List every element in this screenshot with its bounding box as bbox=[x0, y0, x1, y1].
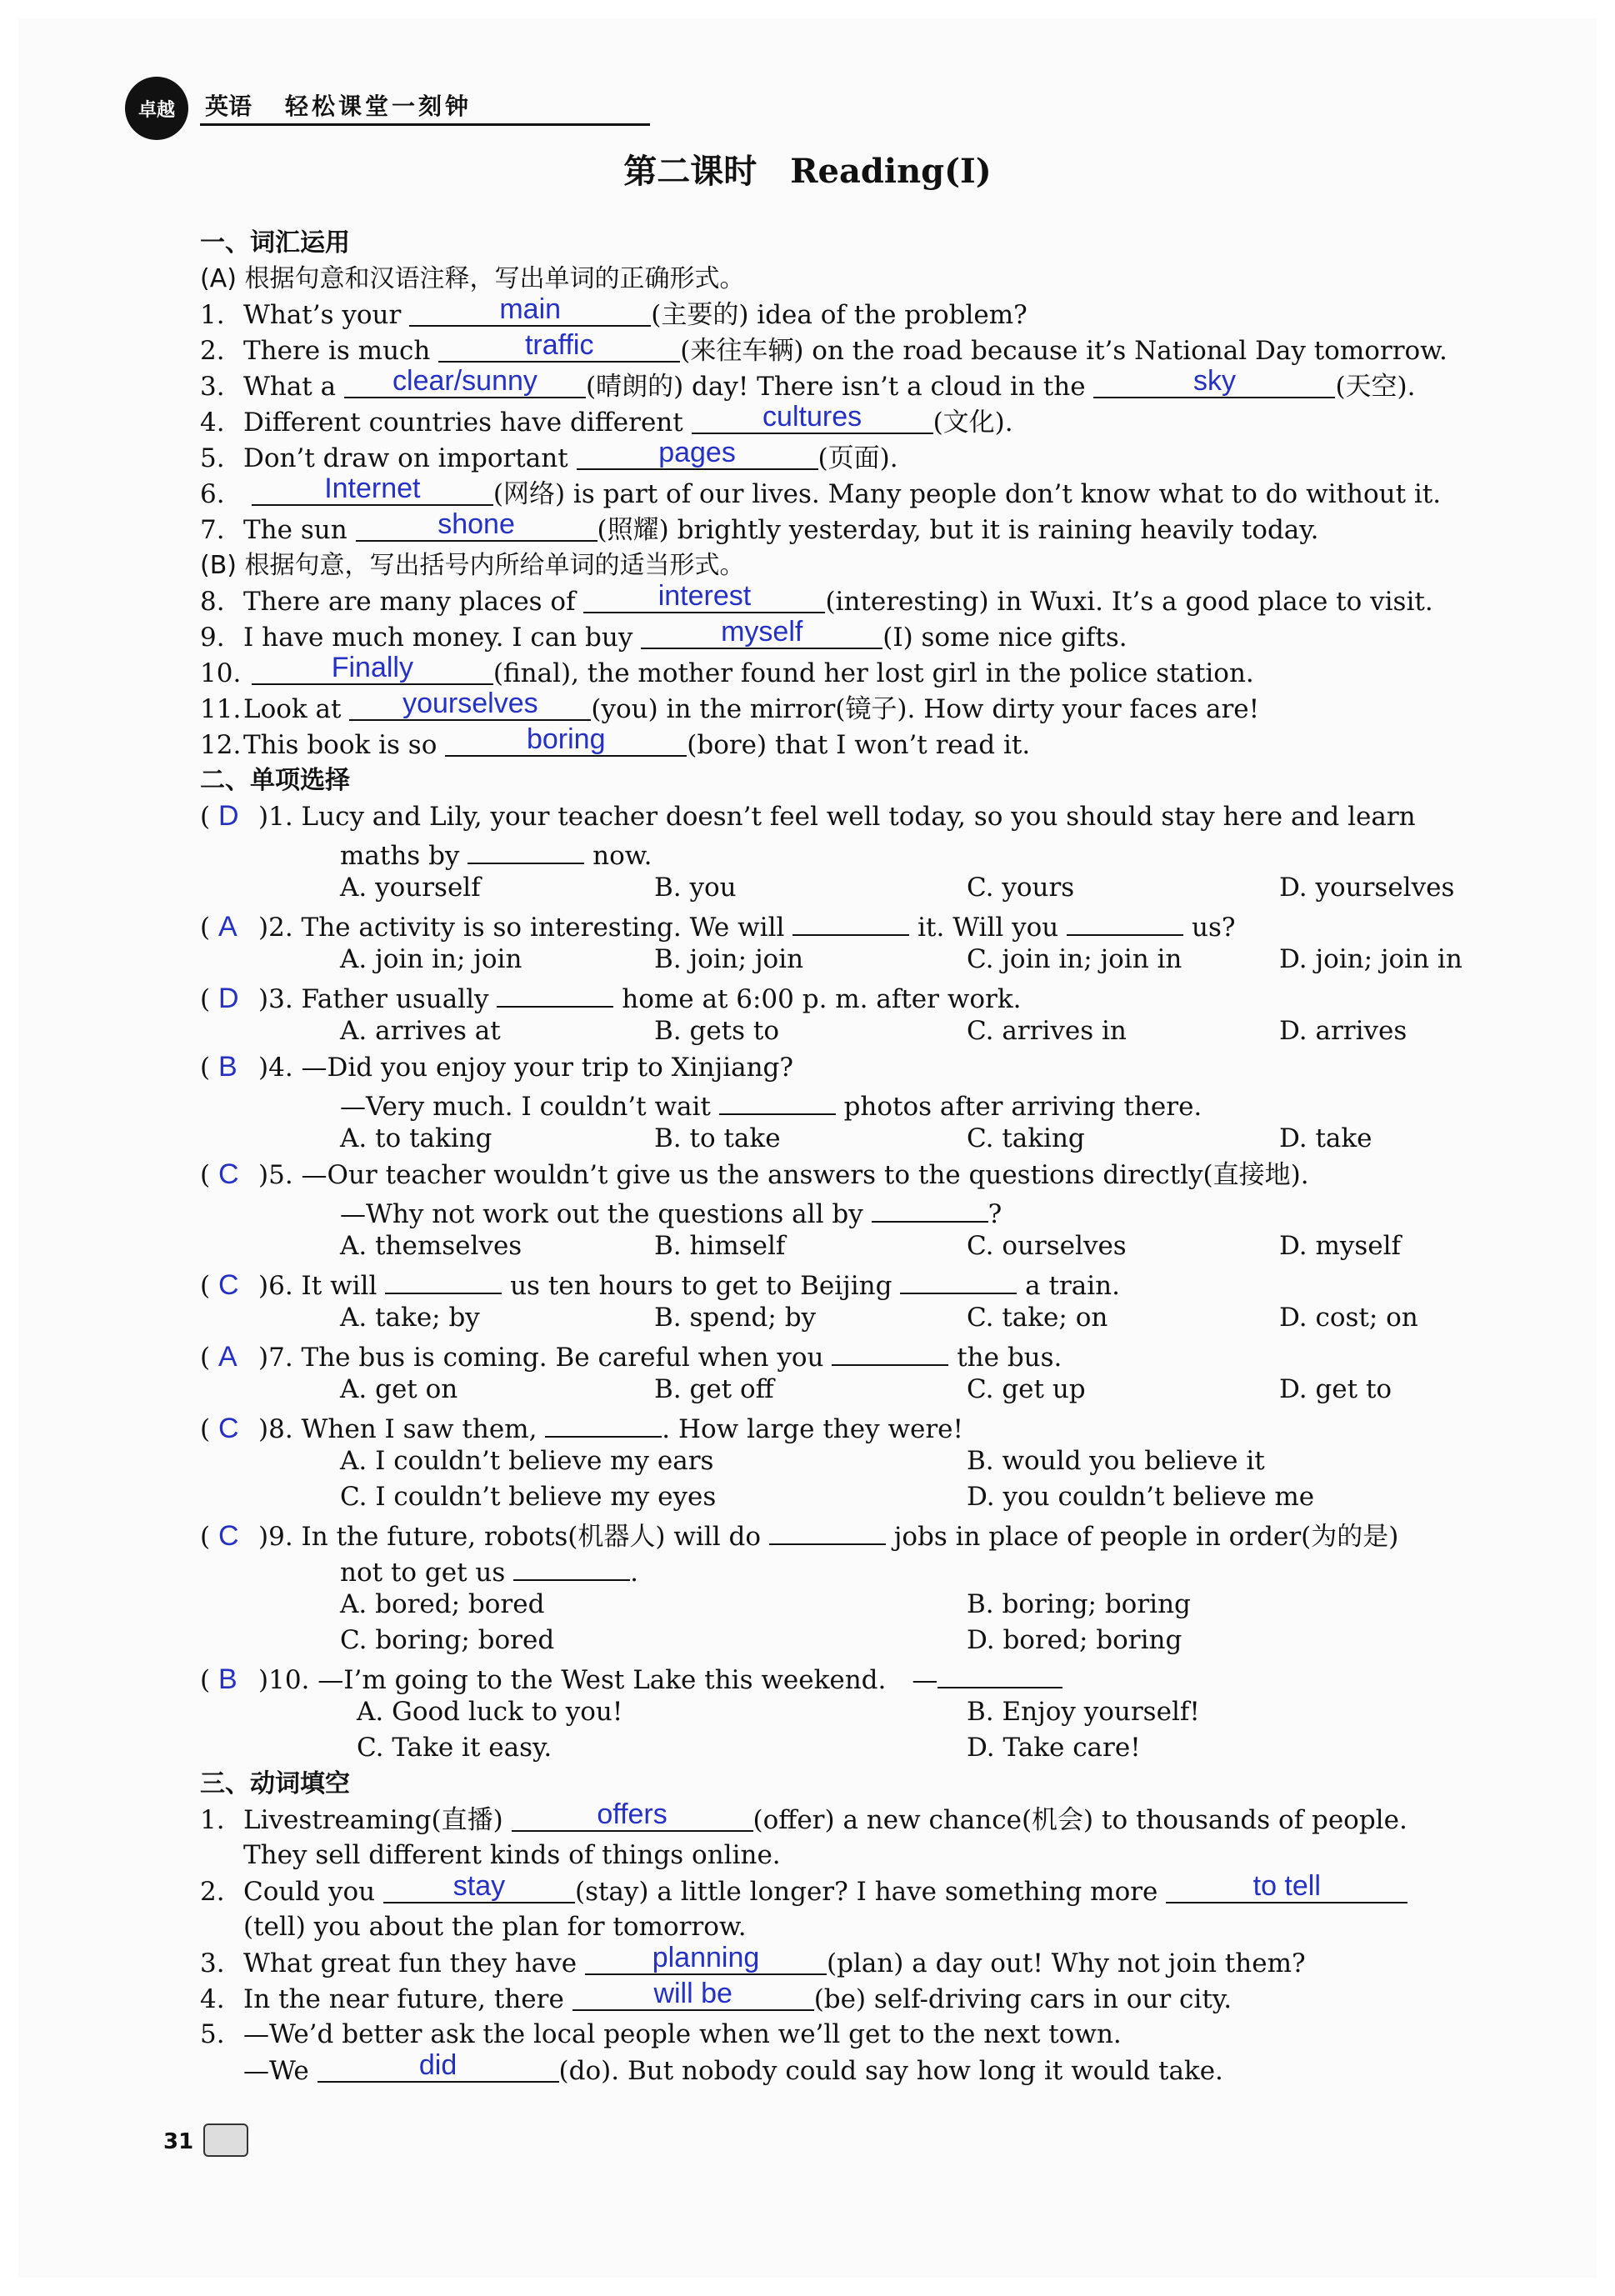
answer-blank[interactable]: offers bbox=[512, 1802, 753, 1832]
option[interactable]: C. join in; join in bbox=[967, 944, 1182, 974]
option[interactable]: B. would you believe it bbox=[967, 1446, 1265, 1476]
verb-question: 2. Could you stay (stay) a little longer? I have something more to tell bbox=[200, 1873, 1500, 1909]
lesson-title: 第二课时 Reading(Ⅰ) bbox=[623, 152, 992, 191]
mc-options bbox=[200, 870, 1500, 906]
answer-blank[interactable]: yourselves bbox=[349, 691, 591, 721]
mc-options bbox=[200, 1228, 1500, 1264]
vocab-question: 4. Different countries have different cultures (文化). bbox=[200, 401, 1013, 438]
vocab-question: 10. Finally (final), the mother found her lost girl in the police station. bbox=[200, 652, 1254, 688]
mc-answer[interactable]: A bbox=[218, 911, 238, 943]
option[interactable]: B. himself bbox=[654, 1231, 786, 1261]
mc-answer[interactable]: C bbox=[218, 1413, 239, 1444]
option[interactable]: D. Take care! bbox=[967, 1733, 1141, 1763]
answer-blank[interactable]: Finally bbox=[252, 655, 493, 685]
option[interactable]: A. to taking bbox=[340, 1123, 492, 1153]
vocab-question: 2. There is much traffic (来往车辆) on the road because it’s National Day tomorrow. bbox=[200, 329, 1448, 366]
vocab-question: 9. I have much money. I can buy myself (I) some nice gifts. bbox=[200, 616, 1128, 653]
option[interactable]: B. you bbox=[654, 873, 737, 903]
vocab-question: 1. What’s your main (主要的) idea of the problem? bbox=[200, 293, 1028, 330]
answer-blank[interactable]: shone bbox=[356, 512, 598, 542]
vocab-question: 8. There are many places of interest (interesting) in Wuxi. It’s a good place to visit. bbox=[200, 580, 1433, 617]
option[interactable]: C. boring; bored bbox=[340, 1625, 555, 1655]
section-heading: 二、单项选择 bbox=[200, 766, 350, 795]
answer-blank[interactable]: Internet bbox=[252, 476, 493, 506]
answer-blank[interactable]: planning bbox=[585, 1945, 827, 1975]
option[interactable]: A. I couldn’t believe my ears bbox=[340, 1446, 714, 1476]
section-heading: 一、词汇运用 bbox=[200, 228, 350, 258]
header-divider bbox=[200, 123, 650, 126]
mc-options bbox=[200, 1300, 1500, 1336]
verb-question: 4. In the near future, there will be (be) self-driving cars in our city. bbox=[200, 1978, 1232, 2014]
mc-question-cont: not to get us . bbox=[200, 1551, 1500, 1587]
mc-answer[interactable]: B bbox=[218, 1051, 238, 1083]
answer-blank[interactable]: boring bbox=[445, 727, 687, 757]
answer-blank[interactable]: interest bbox=[583, 583, 825, 613]
option[interactable]: C. I couldn’t believe my eyes bbox=[340, 1482, 717, 1512]
mc-question: ( A )7. The bus is coming. Be careful when you the bus. bbox=[200, 1336, 1500, 1372]
mc-options bbox=[200, 942, 1500, 978]
vocab-question: 7. The sun shone (照耀) brightly yesterday, but it is raining heavily today. bbox=[200, 508, 1319, 545]
option[interactable]: D. bored; boring bbox=[967, 1625, 1182, 1655]
answer-blank[interactable]: will be bbox=[572, 1981, 814, 2011]
option[interactable]: D. take bbox=[1279, 1123, 1372, 1153]
mc-question-cont: —Very much. I couldn’t wait photos after arriving there. bbox=[200, 1085, 1500, 1121]
book-icon bbox=[203, 2123, 248, 2157]
option[interactable]: A. take; by bbox=[340, 1303, 480, 1333]
mc-question-cont: maths by now. bbox=[200, 834, 1500, 870]
option[interactable]: A. get on bbox=[340, 1374, 458, 1404]
answer-blank[interactable]: did bbox=[318, 2053, 559, 2083]
option[interactable]: C. yours bbox=[967, 873, 1075, 903]
option[interactable]: C. get up bbox=[967, 1374, 1086, 1404]
option[interactable]: C. taking bbox=[967, 1123, 1085, 1153]
option[interactable]: D. you couldn’t believe me bbox=[967, 1482, 1315, 1512]
option[interactable]: D. cost; on bbox=[1279, 1303, 1418, 1333]
mc-answer[interactable]: C bbox=[218, 1269, 239, 1301]
option[interactable]: B. join; join bbox=[654, 944, 804, 974]
answer-blank[interactable]: to tell bbox=[1166, 1873, 1408, 1903]
mc-options bbox=[200, 1121, 1500, 1157]
option[interactable]: A. themselves bbox=[340, 1231, 522, 1261]
verb-question-cont: They sell different kinds of things online. bbox=[243, 1840, 781, 1870]
option[interactable]: B. spend; by bbox=[654, 1303, 817, 1333]
mc-question: ( C )9. In the future, robots(机器人) will do jobs in place of people in order(为的是) bbox=[200, 1515, 1500, 1551]
mc-question-cont: —Why not work out the questions all by ? bbox=[200, 1193, 1500, 1228]
option[interactable]: D. get to bbox=[1279, 1374, 1392, 1404]
section-heading: 三、动词填空 bbox=[200, 1769, 350, 1798]
mc-options bbox=[200, 1372, 1500, 1408]
option[interactable]: C. arrives in bbox=[967, 1016, 1127, 1046]
page-number: 31 bbox=[163, 2129, 194, 2154]
mc-options bbox=[200, 1479, 1500, 1515]
option[interactable]: C. Take it easy. bbox=[357, 1733, 552, 1763]
mc-options bbox=[200, 1443, 1500, 1479]
option[interactable]: C. ourselves bbox=[967, 1231, 1127, 1261]
option[interactable]: B. gets to bbox=[654, 1016, 780, 1046]
option[interactable]: B. get off bbox=[654, 1374, 774, 1404]
mc-answer[interactable]: C bbox=[218, 1158, 239, 1190]
mc-question: ( D )3. Father usually home at 6:00 p. m. after work. bbox=[200, 978, 1500, 1013]
verb-question: 1. Livestreaming(直播) offers (offer) a new chance(机会) to thousands of people. bbox=[200, 1798, 1408, 1835]
mc-question: ( B )10. —I’m going to the West Lake this weekend. — bbox=[200, 1658, 1500, 1694]
vocab-question: 11.Look at yourselves (you) in the mirror(镜子). How dirty your faces are! bbox=[200, 688, 1260, 724]
verb-question: 5. —We’d better ask the local people when we’ll get to the next town. bbox=[200, 2019, 1122, 2049]
answer-blank[interactable]: stay bbox=[383, 1873, 575, 1903]
option[interactable]: A. join in; join bbox=[340, 944, 522, 974]
mc-question: ( C )6. It will us ten hours to get to Beijing a train. bbox=[200, 1264, 1500, 1300]
vocab-question: 12.This book is so boring (bore) that I won’t read it. bbox=[200, 723, 1031, 760]
option[interactable]: B. Enjoy yourself! bbox=[967, 1697, 1200, 1727]
mc-answer[interactable]: C bbox=[218, 1520, 239, 1552]
option[interactable]: A. bored; bored bbox=[340, 1589, 545, 1619]
answer-blank[interactable]: pages bbox=[577, 440, 818, 470]
vocab-question: 5. Don’t draw on important pages (页面). bbox=[200, 437, 898, 473]
answer-blank[interactable]: myself bbox=[641, 619, 882, 649]
verb-question: 3. What great fun they have planning (plan) a day out! Why not join them? bbox=[200, 1942, 1306, 1978]
logo: 卓越 bbox=[125, 77, 188, 140]
subject-label: 英语 bbox=[205, 93, 252, 120]
mc-question: ( C )8. When I saw them, . How large they were! bbox=[200, 1408, 1500, 1443]
section-instructions: (B) 根据句意，写出括号内所给单词的适当形式。 bbox=[200, 551, 745, 580]
mc-question: ( D )1. Lucy and Lily, your teacher doesn’t feel well today, so you should stay here and learn bbox=[200, 800, 1416, 832]
option[interactable]: A. yourself bbox=[340, 873, 481, 903]
worksheet-content bbox=[200, 225, 1500, 2088]
answer-blank[interactable]: sky bbox=[1093, 368, 1335, 398]
option[interactable]: B. to take bbox=[654, 1123, 781, 1153]
answer-blank[interactable]: clear/sunny bbox=[344, 368, 586, 398]
mc-answer[interactable]: A bbox=[218, 1341, 238, 1373]
mc-answer[interactable]: B bbox=[218, 1663, 238, 1695]
mc-answer[interactable]: D bbox=[218, 983, 239, 1014]
option[interactable]: D. arrives bbox=[1279, 1016, 1408, 1046]
mc-options bbox=[200, 1623, 1500, 1658]
answer-blank[interactable]: main bbox=[409, 297, 651, 327]
verb-question-cont: (tell) you about the plan for tomorrow. bbox=[243, 1912, 747, 1942]
option[interactable]: D. myself bbox=[1279, 1231, 1402, 1261]
option[interactable]: C. take; on bbox=[967, 1303, 1108, 1333]
option[interactable]: A. arrives at bbox=[340, 1016, 501, 1046]
mc-question: ( A )2. The activity is so interesting. We will it. Will you us? bbox=[200, 906, 1500, 942]
mc-options bbox=[200, 1730, 1500, 1766]
section-instructions: (A) 根据句意和汉语注释，写出单词的正确形式。 bbox=[200, 264, 745, 293]
mc-options bbox=[200, 1694, 1500, 1730]
mc-answer[interactable]: D bbox=[218, 800, 239, 832]
series-label: 轻松课堂一刻钟 bbox=[285, 93, 472, 120]
mc-options bbox=[200, 1013, 1500, 1049]
answer-blank[interactable]: traffic bbox=[438, 333, 680, 363]
option[interactable]: A. Good luck to you! bbox=[357, 1697, 623, 1727]
mc-options bbox=[200, 1587, 1500, 1623]
mc-question: ( B )4. —Did you enjoy your trip to Xinjiang? bbox=[200, 1051, 794, 1083]
mc-question: ( C )5. —Our teacher wouldn’t give us the answers to the questions directly(直接地). bbox=[200, 1158, 1309, 1190]
option[interactable]: D. join; join in bbox=[1279, 944, 1462, 974]
option[interactable]: B. boring; boring bbox=[967, 1589, 1191, 1619]
answer-blank[interactable]: cultures bbox=[692, 404, 933, 434]
verb-question-cont: —We did (do). But nobody could say how long it would take. bbox=[243, 2049, 1223, 2086]
vocab-question: 3. What a clear/sunny (晴朗的) day! There isn’t a cloud in the sky (天空). bbox=[200, 365, 1416, 402]
option[interactable]: D. yourselves bbox=[1279, 873, 1455, 903]
vocab-question: 6. Internet (网络) is part of our lives. Many people don’t know what to do without it. bbox=[200, 473, 1442, 509]
